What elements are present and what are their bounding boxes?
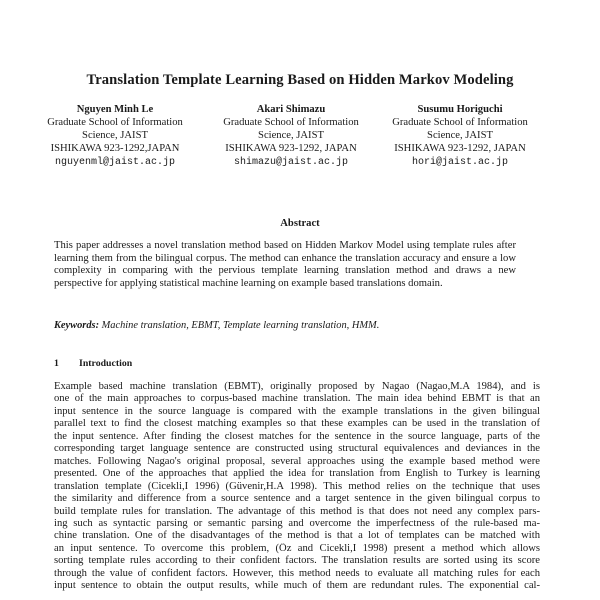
- keywords-label: Keywords:: [54, 320, 100, 331]
- text-line: one of the main approaches to corpus-based machine translation. The main idea behind EBMT is that an: [54, 393, 540, 405]
- abstract-text: This paper addresses a novel translation method based on Hidden Markov Model using template rules after learning them from the bilingual corpus. The method can enhance the translation accuracy and ensure a low complexity in comparing with the pervious template learning translation method and draws a new perspective for applying statistical machine learning on example based translations domain.: [54, 240, 516, 289]
- author-email: nguyenml@jaist.ac.jp: [54, 157, 176, 168]
- section-title: Introduction: [79, 358, 133, 369]
- text-line: an input sentence. To overcome this problem, (Öz and Cicekli,I 1998) present a method which allows: [54, 542, 540, 554]
- author-address: ISHIKAWA 923-1292, JAPAN: [225, 143, 357, 154]
- text-line: matches. Following Nagao's original proposal, several approaches using the example based method were: [54, 455, 540, 467]
- author-email: shimazu@jaist.ac.jp: [233, 157, 349, 168]
- text-line: parallel text to find the closest matching examples so that these examples can be used in the translation of: [54, 418, 540, 430]
- text-line: the similarity and difference from a source sentence and a target sentence in the given bilingual corpus to: [54, 493, 540, 505]
- text-line: input sentence to obtain the output results, while much of them are redundant rules. The exponential cal-: [54, 580, 540, 592]
- author-name: Nguyen Minh Le: [76, 104, 154, 115]
- text-line: presented. One of the approaches that applied the idea for translation from English to Turkey is learning: [54, 468, 540, 480]
- paper-title: Translation Template Learning Based on Hidden Markov Modeling: [86, 72, 514, 88]
- author-affiliation: Graduate School of Information: [47, 117, 183, 128]
- author-block: [370, 103, 550, 169]
- text-line: sorting template rules according to their confident factors. The translation results are sorted using its score: [54, 555, 540, 567]
- author-address: ISHIKAWA 923-1292,JAPAN: [50, 143, 180, 154]
- author-affiliation: Graduate School of Information: [223, 117, 359, 128]
- author-affiliation: Graduate School of Information: [392, 117, 528, 128]
- keywords: [54, 320, 524, 331]
- text-line: through the value of confident factors. However, this method needs to evaluate all matching rules for each: [54, 567, 540, 579]
- text-line: corresponding target language sentence are constructed using structural equivalences and deviances in the: [54, 443, 540, 455]
- author-block: [25, 103, 205, 169]
- text-line: chine translation. One of the disadvantages of the method is that a lot of templates can be matched with: [54, 530, 540, 542]
- section-number: 1: [54, 358, 59, 369]
- text-line: input sentence in the source language is compared with the example translations in the given bilingual: [54, 405, 540, 417]
- author-affiliation: Science, JAIST: [427, 130, 493, 141]
- text-line: ing such as syntactic parsing or semantic parsing and overcome the imperfectness of the rule-based ma-: [54, 517, 540, 529]
- author-affiliation: Science, JAIST: [258, 130, 324, 141]
- text-line: Example based machine translation (EBMT), originally proposed by Nagao (Nagao,M.A 1984), and is: [54, 381, 540, 392]
- abstract-heading: Abstract: [280, 218, 320, 229]
- author-name: Akari Shimazu: [256, 104, 326, 115]
- author-block: [201, 103, 381, 169]
- text-line: build template rules for translation. The advantage of this method is that does not need any complex pars-: [54, 505, 540, 517]
- text-line: translation template (Cicekli,I 1996) (Güvenir,H.A 1998). This method relies on the technique that uses: [54, 480, 540, 492]
- author-name: Susumu Horiguchi: [417, 104, 503, 115]
- introduction-text: [54, 381, 540, 593]
- text-line: the input sentence. After finding the closest matches for the sentence in the source language, parts of the: [54, 430, 540, 442]
- author-affiliation: Science, JAIST: [82, 130, 148, 141]
- section-heading: [54, 358, 132, 369]
- keywords-text: Machine translation, EBMT, Template learning translation, HMM.: [101, 320, 380, 331]
- author-email: hori@jaist.ac.jp: [411, 157, 508, 168]
- author-address: ISHIKAWA 923-1292, JAPAN: [394, 143, 526, 154]
